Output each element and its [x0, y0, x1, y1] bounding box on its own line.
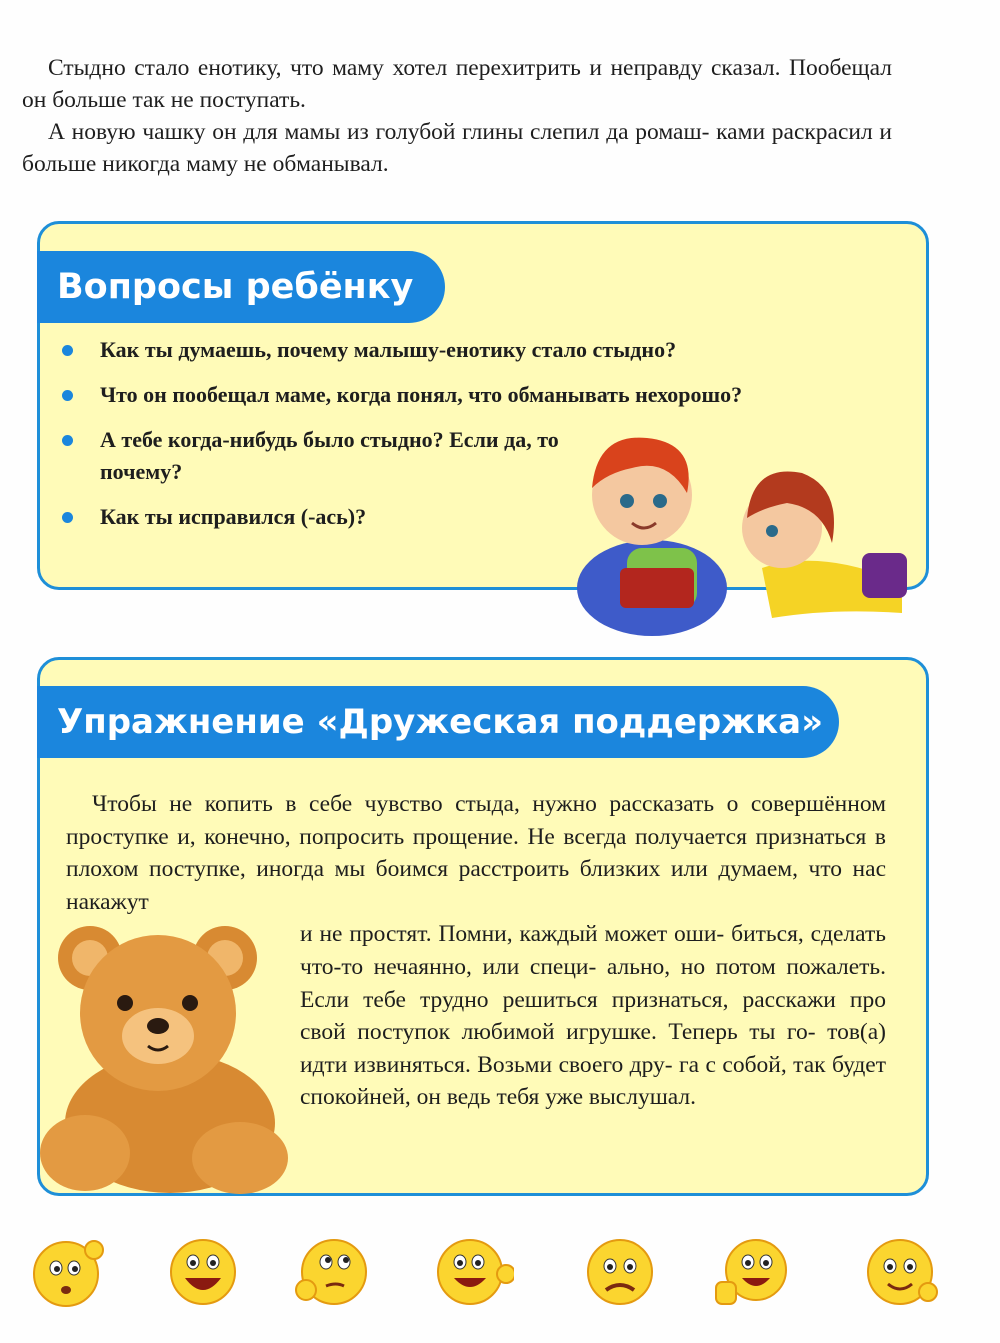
children-reading-illustration [572, 433, 922, 638]
shy-face-icon [860, 1232, 940, 1312]
pondering-face-icon [292, 1232, 372, 1312]
question-item: Как ты думаешь, почему малышу-енотику стало стыдно? [62, 334, 862, 366]
question-item: Как ты исправился (-ась)? [62, 501, 862, 533]
laughing-face-icon [163, 1232, 243, 1312]
intro-paragraph-2: А новую чашку он для мамы из голубой глины слепил да ромаш- ками раскрасил и больше никогда маму не обманывал. [22, 119, 892, 177]
thinking-face-icon [28, 1232, 108, 1312]
waving-face-icon [434, 1232, 514, 1312]
intro-paragraph-1: Стыдно стало енотику, что маму хотел перехитрить и неправду сказал. Пообещал он больше так не поступать. [22, 55, 892, 113]
question-item: А тебе когда-нибудь было стыдно? Если да, то почему? [62, 424, 570, 488]
exercise-paragraph-full: Чтобы не копить в себе чувство стыда, нужно рассказать о совершённом проступке и, конечно, попросить прощение. Не всегда получается признаться в плохом поступке, иногда мы боимся расстроить близких или думаем, что нас накажут [66, 791, 886, 915]
bullet-icon [62, 345, 73, 356]
exercise-paragraph-wrapped: и не простят. Помни, каждый может оши- биться, сделать что-то нечаянно, или специ- ально, но потом пожалеть. Если тебе трудно решиться признаться, расскажи про свой поступок любимой игрушке. Теперь ты го- тов(а) идти извиняться. Возьми своего дру- га с собой, так будет спокойней, он ведь тебя уже выслушал. [300, 921, 886, 1111]
teddy-bear-illustration [30, 918, 300, 1198]
thumbs-up-face-icon [710, 1232, 790, 1312]
worried-face-icon [580, 1232, 660, 1312]
question-item: Что он пообещал маме, когда понял, что обманывать нехорошо? [62, 379, 810, 411]
exercise-title: Упражнение «Дружеская поддержка» [37, 686, 839, 758]
bullet-icon [62, 390, 73, 401]
bullet-icon [62, 512, 73, 523]
questions-title: Вопросы ребёнку [37, 251, 445, 323]
intro-text [22, 52, 892, 180]
bullet-icon [62, 435, 73, 446]
